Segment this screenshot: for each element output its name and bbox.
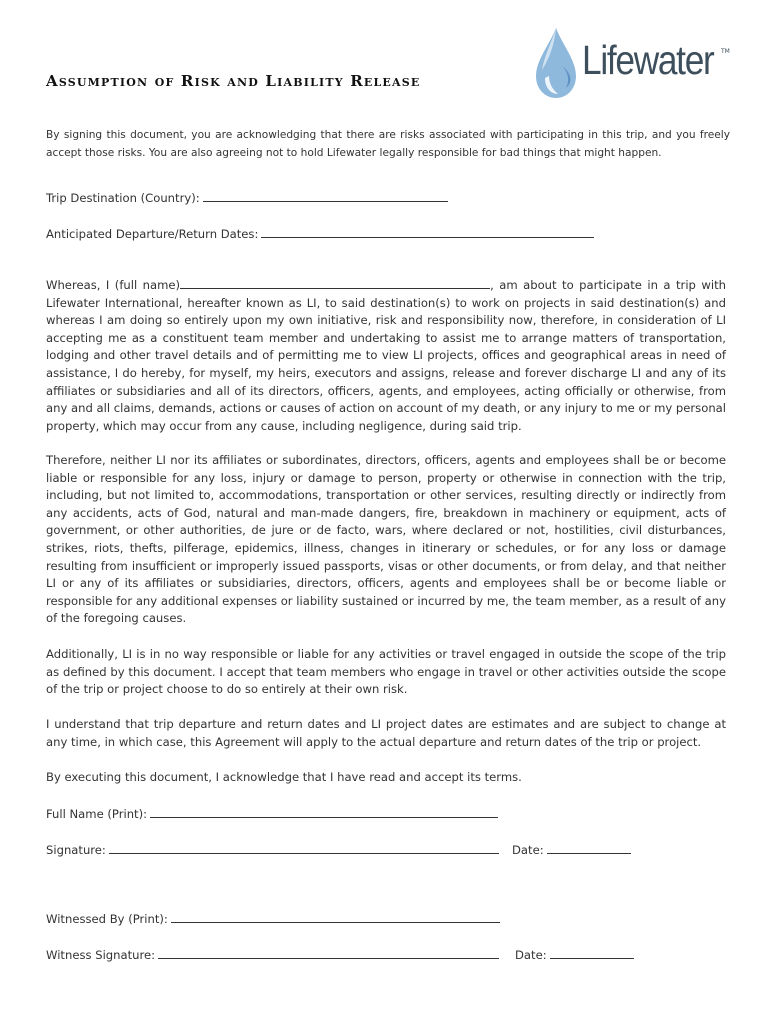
destination-label: Trip Destination (Country):	[46, 191, 200, 205]
full-name-print-label: Full Name (Print):	[46, 807, 148, 821]
date-label: Date:	[512, 843, 544, 857]
destination-field	[46, 189, 448, 205]
whereas-rest: , am about to participate in a trip with Lifewater International, hereafter known as LI, to said destination(s) to work on projects in said destination(s) and whereas I am doing so entirely upon my own initiative, risk and responsibility now, therefore, in consideration of LI accepting me as a constituent team member and undertaking to assist me to arrange matters of transportation, lodging and other travel details and of permitting me to view LI projects, offices and geographical areas in need of assistance, I do hereby, for myself, my heirs, executors and assigns, release and forever discharge LI and any of its affiliates or subsidiaries and all of its directors, officers, agents, and employees, acting officially or otherwise, from any and all claims, demands, actions or causes of action on account of my death, or any injury to me or my personal property, which may occur from any cause, including negligence, during said trip.	[46, 278, 726, 433]
dates-input-line[interactable]	[261, 225, 594, 238]
signature-field	[46, 841, 499, 857]
full-name-print-input-line[interactable]	[150, 805, 498, 818]
date-field	[512, 841, 631, 857]
dates-label: Anticipated Departure/Return Dates:	[46, 227, 259, 241]
witness-date-field	[515, 946, 634, 962]
full-name-print-field	[46, 805, 498, 821]
therefore-paragraph: Therefore, neither LI nor its affiliates or subordinates, directors, officers, agents and employees shall be or become liable or responsible for any loss, injury or damage to person, property or otherwise in connection with the trip, including, but not limited to, accommodations, transportation or other services, resulting directly or indirectly from any accidents, acts of God, natural and man-made dangers, fire, breakdown in machinery or equipment, acts of government, or other authorities, de jure or de facto, wars, where declared or not, hostilities, civil disturbances, strikes, riots, thefts, pilferage, epidemics, illness, changes in itinerary or schedules, or for any loss or damage resulting from insufficient or improperly issued passports, visas or other documents, or from delay, and that neither LI or any of its affiliates or subsidiaries, directors, officers, agents and employees shall be or become liable or responsible for any additional expenses or liability sustained or incurred by me, the team member, as a result of any of the foregoing causes.	[46, 453, 726, 626]
witness-signature-label: Witness Signature:	[46, 948, 156, 962]
intro-paragraph: By signing this document, you are acknowledging that there are risks associated with participating in this trip, and you freely accept those risks. You are also agreeing not to hold Lifewater legally responsible for bad things that might happen.	[46, 129, 730, 159]
full-name-input-line[interactable]	[180, 277, 490, 289]
whereas-start: Whereas, I (full name)	[46, 278, 181, 292]
witness-signature-field	[46, 946, 499, 962]
witnessed-by-label: Witnessed By (Print):	[46, 912, 168, 926]
document-title: Assumption of Risk and Liability Release	[46, 72, 421, 90]
executing-paragraph: By executing this document, I acknowledge that I have read and accept its terms.	[46, 770, 522, 784]
destination-input-line[interactable]	[203, 189, 448, 202]
whereas-paragraph	[46, 277, 726, 435]
witness-signature-input-line[interactable]	[158, 946, 499, 959]
signature-label: Signature:	[46, 843, 106, 857]
witness-date-label: Date:	[515, 948, 547, 962]
logo-trademark: TM	[721, 48, 730, 55]
logo-wordmark: Lifewater	[582, 37, 714, 83]
signature-input-line[interactable]	[109, 841, 499, 854]
date-input-line[interactable]	[547, 841, 631, 854]
water-drop-icon	[532, 26, 580, 102]
witnessed-by-field	[46, 910, 500, 926]
witnessed-by-input-line[interactable]	[171, 910, 500, 923]
understand-paragraph: I understand that trip departure and return dates and LI project dates are estimates and are subject to change at any time, in which case, this Agreement will apply to the actual departure and return dates of the trip or project.	[46, 717, 726, 749]
additionally-paragraph: Additionally, LI is in no way responsible or liable for any activities or travel engaged in outside the scope of the trip as defined by this document. I accept that team members who engage in travel or other activities outside the scope of the trip or project choose to do so entirely at their own risk.	[46, 647, 726, 697]
witness-date-input-line[interactable]	[550, 946, 634, 959]
dates-field	[46, 225, 594, 241]
lifewater-logo	[532, 26, 732, 102]
